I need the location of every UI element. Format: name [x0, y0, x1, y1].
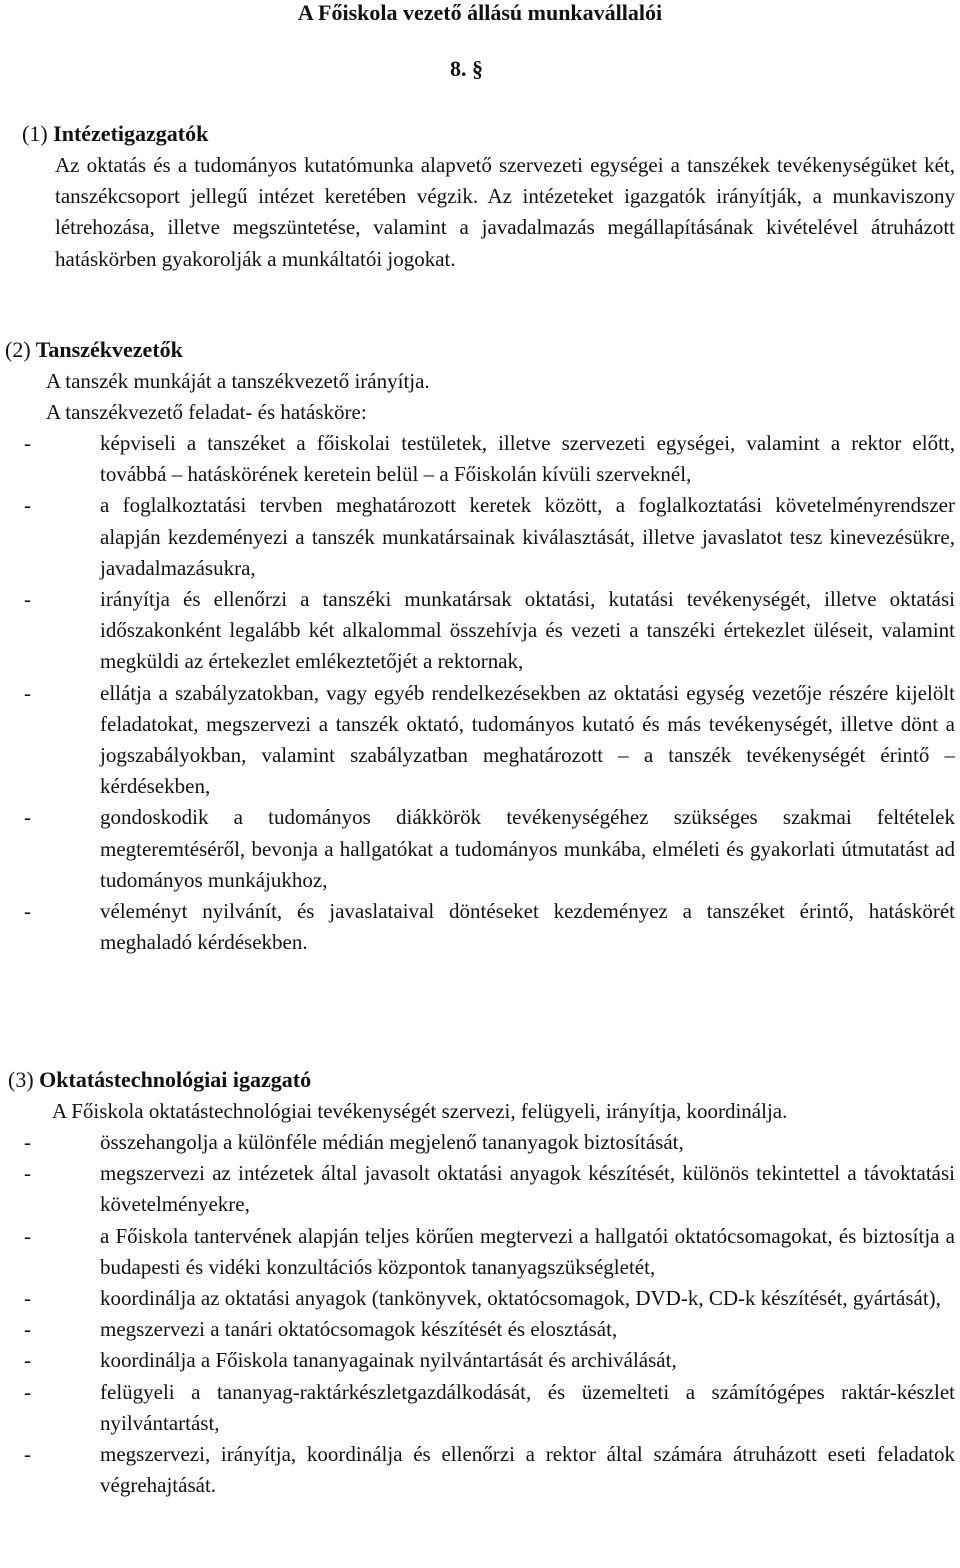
section-1-number: (1)	[22, 121, 48, 146]
list-item	[24, 428, 955, 490]
list-item	[24, 802, 955, 896]
list-dash: -	[24, 899, 31, 924]
list-dash: -	[24, 431, 31, 455]
document-title: A Főiskola vezető állású munkavállalói	[297, 0, 663, 25]
list-item	[24, 1127, 955, 1158]
list-dash: -	[24, 680, 31, 705]
list-dash: -	[24, 493, 31, 518]
list-item	[24, 678, 955, 803]
list-item-text: véleményt nyilvánít, és javaslataival döntéseket kezdeményez a tanszéket érintő, hatáskörét meghaladó kérdésekben.	[100, 899, 955, 955]
list-item-text: gondoskodik a tudományos diákkörök tevékenységéhez szükséges szakmai feltételek megteremtéséről, bevonja a hallgatókat a tudományos munkába, elméleti és gyakorlati útmutatást ad tudományos munkájukhoz,	[100, 805, 955, 892]
list-item	[24, 584, 955, 678]
section-2-title: Tanszékvezetők	[35, 337, 183, 362]
section-2-heading	[5, 336, 183, 364]
list-item	[24, 1439, 955, 1501]
list-item-text: a Főiskola tantervének alapján teljes körűen megtervezi a hallgatói oktatócsomagokat, és biztosítja a budapesti és vidéki konzultációs központok tananyagszükségletét,	[100, 1223, 955, 1279]
section-2-intro-line-2: A tanszékvezető feladat- és hatásköre:	[46, 400, 367, 425]
section-3-duty-list	[24, 1127, 955, 1501]
list-item	[24, 490, 955, 584]
list-item-text: felügyeli a tananyag-raktárkészletgazdálkodását, és üzemelteti a számítógépes raktár-készlet nyilvántartást,	[100, 1379, 955, 1435]
section-3-heading	[8, 1066, 311, 1094]
list-dash: -	[24, 1379, 31, 1404]
list-item	[24, 1283, 955, 1314]
list-item	[24, 1377, 955, 1439]
list-dash: -	[24, 1286, 31, 1311]
list-item-text: képviseli a tanszéket a főiskolai testületek, illetve szervezeti egységei, valamint a rektor előtt, továbbá – hatáskörének keretein belül – a Főiskolán kívüli szerveknél,	[100, 431, 955, 487]
section-2-intro	[46, 366, 956, 428]
list-item-text: a foglalkoztatási tervben meghatározott keretek között, a foglalkoztatási követelményrendszer alapján kezdeményezi a tanszék munkatársainak kiválasztását, illetve javaslatot tesz kinevezésükre, javadalmazásukra,	[100, 493, 955, 580]
list-item	[24, 896, 955, 958]
section-2-number: (2)	[5, 337, 31, 362]
list-dash: -	[24, 1317, 31, 1342]
list-dash: -	[24, 1223, 31, 1248]
section-2-duty-list	[24, 428, 955, 958]
list-item-text: összehangolja a különféle médián megjelenő tananyagok biztosítását,	[100, 1130, 684, 1154]
list-dash: -	[24, 1130, 31, 1154]
section-3-intro: A Főiskola oktatástechnológiai tevékenységét szervezi, felügyeli, irányítja, koordinálja.	[52, 1099, 788, 1123]
list-item-text: koordinálja a Főiskola tananyagainak nyilvántartását és archiválását,	[100, 1348, 677, 1373]
section-1-body: Az oktatás és a tudományos kutatómunka alapvető szervezeti egységei a tanszékek tevékenységüket két, tanszékcsoport jellegű intézet keretében végzik. Az intézeteket igazgatók irányítják, a munkaviszony létrehozása, illetve megszüntetése, valamint a javadalmazás megállapításának kivételével átruházott hatáskörben gyakorolják a munkáltatói jogokat.	[55, 153, 955, 271]
list-item-text: irányítja és ellenőrzi a tanszéki munkatársak oktatási, kutatási tevékenységét, illetve oktatási időszakonként legalább két alkalommal összehívja és vezeti a tanszéki értekezlet üléseit, valamint megküldi az értekezlet emlékeztetőjét a rektornak,	[100, 587, 955, 674]
section-1-heading	[22, 120, 208, 148]
list-dash: -	[24, 1442, 31, 1467]
list-item-text: megszervezi a tanári oktatócsomagok készítését és elosztását,	[100, 1317, 618, 1342]
list-item	[24, 1158, 955, 1220]
list-dash: -	[24, 1348, 31, 1373]
section-number: 8. §	[450, 56, 483, 81]
section-3-title: Oktatástechnológiai igazgató	[39, 1067, 312, 1092]
list-item-text: megszervezi az intézetek által javasolt oktatási anyagok készítését, különös tekintettel a távoktatási követelményekre,	[100, 1161, 955, 1217]
list-item-text: koordinálja az oktatási anyagok (tankönyvek, oktatócsomagok, DVD-k, CD-k készítését, gyártását),	[100, 1286, 941, 1311]
list-item	[24, 1345, 955, 1376]
list-item	[24, 1221, 955, 1283]
section-1-title: Intézetigazgatók	[53, 121, 209, 146]
list-dash: -	[24, 1161, 31, 1186]
list-item	[24, 1314, 955, 1345]
section-2-intro-line-1: A tanszék munkáját a tanszékvezető irányítja.	[46, 369, 430, 393]
list-item-text: megszervezi, irányítja, koordinálja és ellenőrzi a rektor által számára átruházott eseti feladatok végrehajtását.	[100, 1442, 955, 1498]
list-dash: -	[24, 587, 31, 612]
list-item-text: ellátja a szabályzatokban, vagy egyéb rendelkezésekben az oktatási egység vezetője részére kijelölt feladatokat, megszervezi a tanszék oktató, tudományos kutató és más tevékenységét, illetve dönt a jogszabályokban, valamint szabályzatban meghatározott – a tanszék tevékenységét érintő – kérdésekben,	[100, 680, 955, 799]
section-3-number: (3)	[8, 1067, 34, 1092]
list-dash: -	[24, 805, 31, 830]
